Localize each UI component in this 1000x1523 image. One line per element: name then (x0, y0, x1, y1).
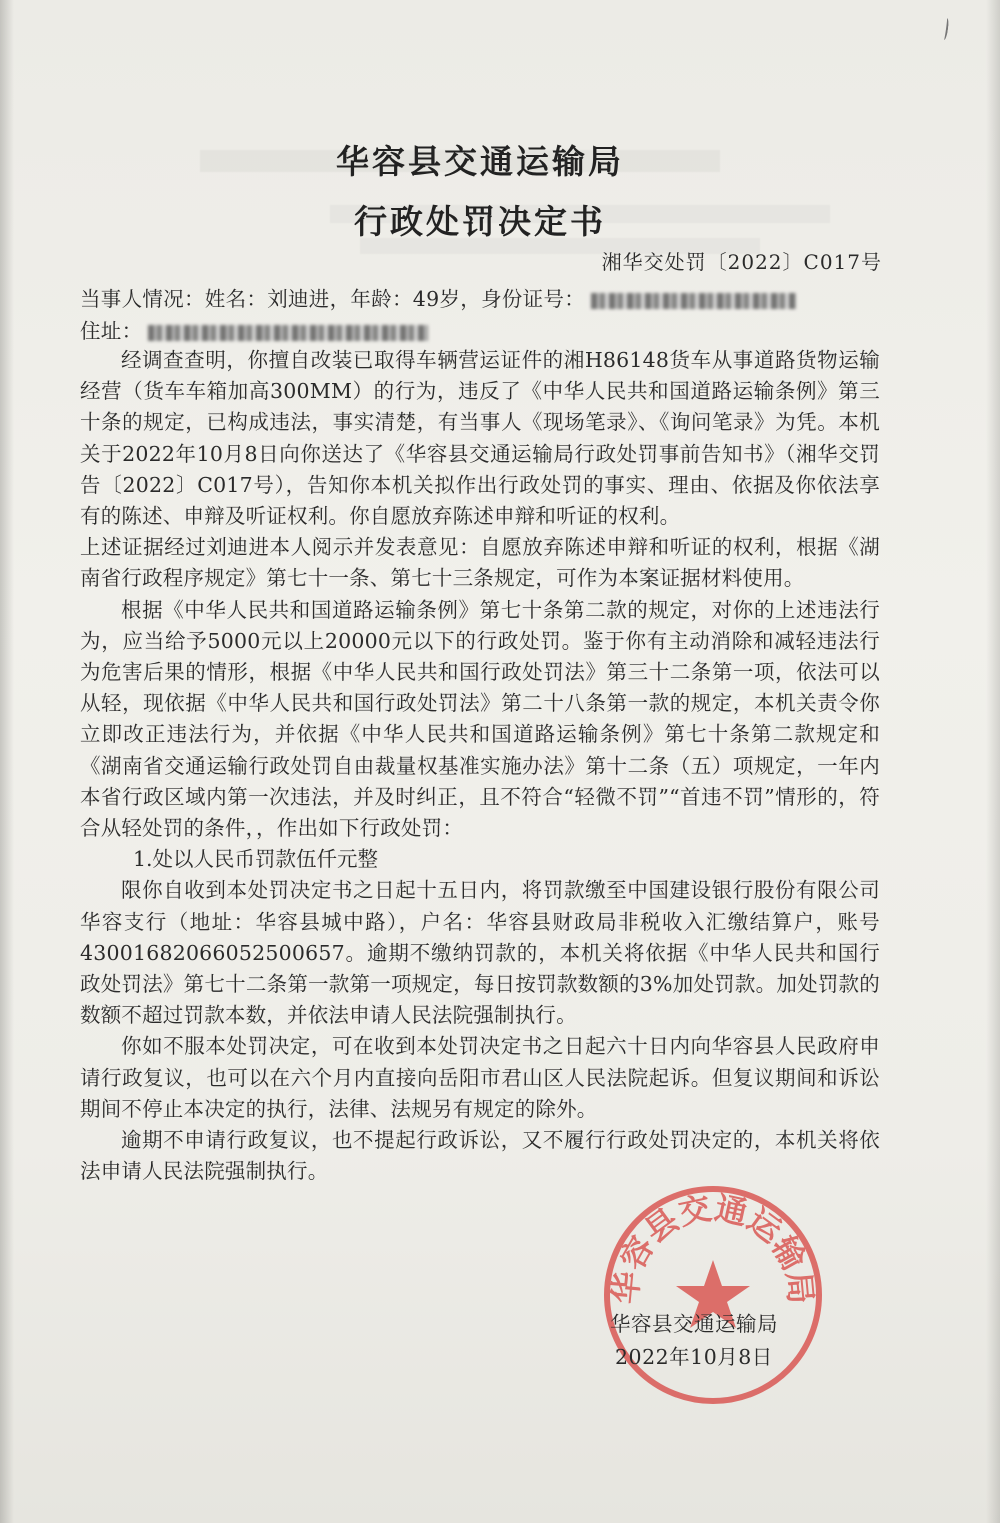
paragraph-evidence: 上述证据经过刘迪进本人阅示并发表意见：自愿放弃陈述申辩和听证的权利，根据《湖南省行政程序规定》第七十一条、第七十三条规定，可作为本案证据材料使用。 (80, 535, 880, 591)
paper-edge-shadow-right (986, 0, 1000, 1523)
signature-organization: 华容县交通运输局 (610, 1312, 778, 1336)
redacted-id-number (591, 293, 796, 309)
official-seal (598, 1180, 828, 1410)
corner-pen-mark (941, 18, 949, 40)
paragraph-appeal: 你如不服本处罚决定，可在收到本处罚决定书之日起六十日内向华容县人民政府申请行政复议，也可以在六个月内直接向岳阳市君山区人民法院起诉。但复议期间和诉讼期间不停止本决定的执行，法律、法规另有规定的除外。 (80, 1034, 880, 1121)
document-number: 湘华交处罚〔2022〕C017号 (601, 250, 882, 274)
document-body (80, 345, 880, 1187)
penalty-item: 1.处以人民币罚款伍仟元整 (133, 847, 379, 872)
paragraph-facts: 经调查查明，你擅自改装已取得车辆营运证件的湘H86148货车从事道路货物运输经营（货车车箱加高300MM）的行为，违反了《中华人民共和国道路运输条例》第三十条的规定，已构成违法，事实清楚，有当事人《现场笔录》、《询问笔录》为凭。本机关于2022年10月8日向你送达了《华容县交通运输局行政处罚事前告知书》（湘华交罚告〔2022〕C017号），告知你本机关拟作出行政处罚的事实、理由、依据及你依法享有的陈述、申辩及听证权利。你自愿放弃陈述申辩和听证的权利。 (80, 348, 880, 529)
party-info-label: 当事人情况：姓名：刘迪进，年龄：49岁，身份证号： (80, 287, 586, 311)
paragraph-payment: 限你自收到本处罚决定书之日起十五日内，将罚款缴至中国建设银行股份有限公司华容支行（地址：华容县城中路），户名：华容县财政局非税收入汇缴结算户，账号43001682066052500657。逾期不缴纳罚款的，本机关将依据《中华人民共和国行政处罚法》第七十二条第一款第一项规定，每日按罚款数额的3%加处罚款。加处罚款的数额不超过罚款本数，并依法申请人民法院强制执行。 (80, 878, 880, 1028)
paragraph-legal-basis: 根据《中华人民共和国道路运输条例》第七十条第二款的规定，对你的上述违法行为，应当给予5000元以上20000元以下的行政处罚。鉴于你有主动消除和减轻违法行为危害后果的情形，根据《中华人民共和国行政处罚法》第三十二条第一项，依法可以从轻，现依据《中华人民共和国行政处罚法》第二十八条第一款的规定，本机关责令你立即改正违法行为，并依据《中华人民共和国道路运输条例》第七十条第二款规定和《湖南省交通运输行政处罚自由裁量权基准实施办法》第十二条（五）项规定，一年内本省行政区域内第一次违法，并及时纠正，且不符合“轻微不罚”“首违不罚”情形的，符合从轻处罚的条件，，作出如下行政处罚： (80, 597, 880, 841)
document-title-agency: 华容县交通运输局 (336, 142, 624, 181)
party-address-label: 住址： (80, 319, 143, 343)
party-address-line (80, 314, 428, 344)
paragraph-enforcement: 逾期不申请行政复议，也不提起行政诉讼，又不履行行政处罚决定的，本机关将依法申请人民法院强制执行。 (80, 1128, 880, 1184)
seal-text-path: 华容县交通运输局 (605, 1188, 821, 1306)
document-title-type: 行政处罚决定书 (354, 202, 606, 241)
signature-date: 2022年10月8日 (615, 1345, 773, 1369)
party-info-line (80, 282, 796, 312)
redacted-address (148, 325, 428, 341)
